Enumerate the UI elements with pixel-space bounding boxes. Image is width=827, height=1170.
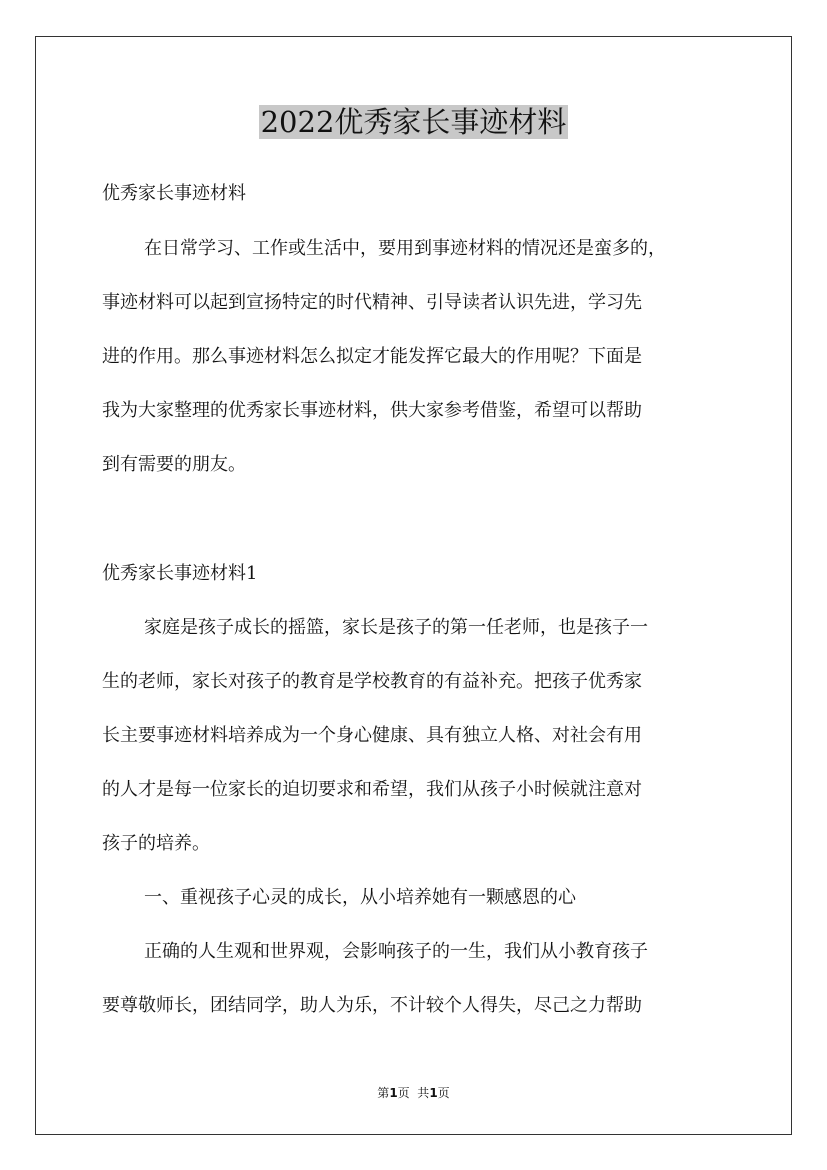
document-title [0,102,827,142]
section1b-line-2: 要尊敬师长，团结同学，助人为乐，不计较个人得失，尽己之力帮助 [102,995,642,1016]
section1-line-4: 的人才是每一位家长的迫切要求和希望，我们从孩子小时候就注意对 [102,779,642,800]
intro-line-2: 事迹材料可以起到宣扬特定的时代精神、引导读者认识先进，学习先 [102,292,642,313]
section1b-line-1: 正确的人生观和世界观，会影响孩子的一生，我们从小教育孩子 [144,941,648,962]
footer-page-total: 1 [429,1086,438,1100]
intro-line-3: 进的作用。那么事迹材料怎么拟定才能发挥它最大的作用呢？下面是 [102,346,642,367]
footer-page-suffix: 页 [437,1086,450,1100]
intro-line-4: 我为大家整理的优秀家长事迹材料，供大家参考借鉴，希望可以帮助 [102,400,642,421]
subheading-1: 一、重视孩子心灵的成长，从小培养她有一颗感恩的心 [144,887,576,908]
section1-line-3: 长主要事迹材料培养成为一个身心健康、具有独立人格、对社会有用 [102,725,642,746]
intro-line-1: 在日常学习、工作或生活中，要用到事迹材料的情况还是蛮多的， [144,238,666,259]
section1-line-5: 孩子的培养。 [102,833,210,854]
section1-line-2: 生的老师，家长对孩子的教育是学校教育的有益补充。把孩子优秀家 [102,671,642,692]
footer-page-prefix: 第 [377,1086,390,1100]
section1-heading: 优秀家长事迹材料1 [102,563,258,584]
intro-line-5: 到有需要的朋友。 [102,454,246,475]
page-footer [0,1085,827,1101]
footer-page-current: 1 [389,1086,398,1100]
document-title-text: 2022优秀家长事迹材料 [260,105,567,139]
footer-page-mid: 页 共 [397,1086,430,1100]
section1-line-1: 家庭是孩子成长的摇篮，家长是孩子的第一任老师，也是孩子一 [144,617,648,638]
intro-heading: 优秀家长事迹材料 [102,183,246,204]
